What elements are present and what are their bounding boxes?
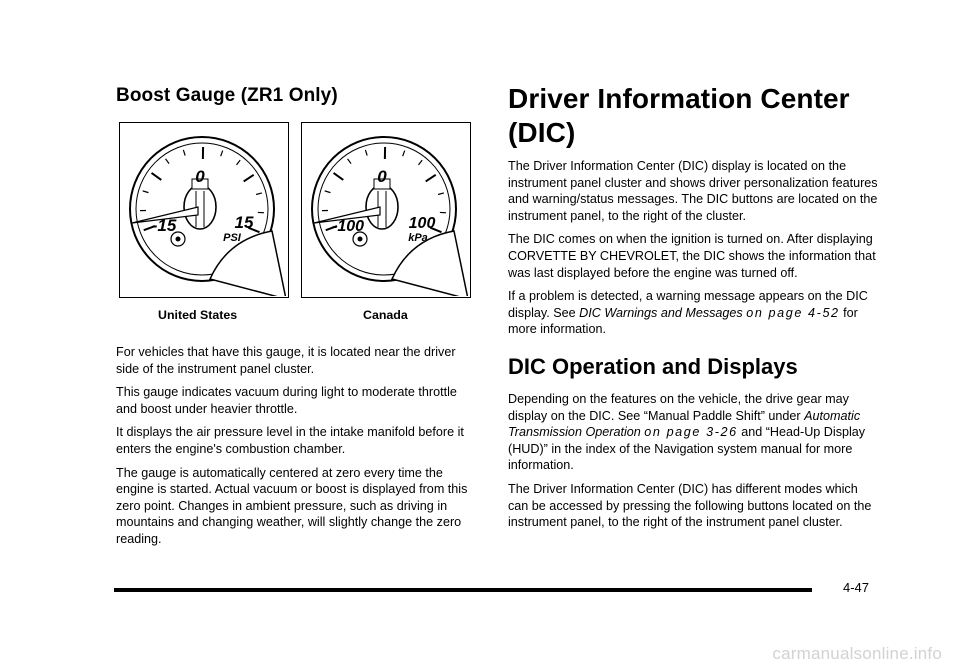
gauge-tick <box>244 175 254 182</box>
left-column <box>116 82 476 555</box>
gauge-tick <box>152 173 162 180</box>
gauge-turbo-symbol-center <box>176 237 181 242</box>
dic-paragraph-ignition: The DIC comes on when the ignition is turned on. After displaying CORVETTE BY CHEVROLET, the DIC shows the information that was last displayed before the engine was turned off. <box>508 232 876 280</box>
boost-gauge-heading: Boost Gauge (ZR1 Only) <box>116 85 338 106</box>
dic-paragraph-warning: If a problem is detected, a warning message appears on the DIC display. See DIC Warnings and Messages on page 4‑52 for more information. <box>508 289 868 337</box>
dic-paragraph-modes: The Driver Information Center (DIC) has different modes which can be accessed by pressing the following buttons located on the instrument panel, to the right of the instrument panel cluster. <box>508 481 872 530</box>
gauge-canada-high-label: 100 <box>408 215 436 232</box>
gauge-tick <box>183 150 185 156</box>
gauge-tick <box>403 151 405 157</box>
gauge-tick <box>166 159 170 164</box>
gauge-tick <box>438 193 444 195</box>
watermark: carmanualsonline.info <box>772 644 942 663</box>
gauge-tick <box>256 193 262 195</box>
gauge-canada-zero-label: 0 <box>377 167 387 186</box>
boost-paragraph-indicates: This gauge indicates vacuum during light to moderate throttle and boost under heavier throttle. <box>116 385 457 416</box>
dic-operation-heading: DIC Operation and Displays <box>508 353 798 379</box>
gauge-us <box>119 122 289 298</box>
gauge-hub <box>366 185 398 229</box>
gauge-us-unit-label: PSI <box>223 232 241 244</box>
gauge-canada <box>301 122 471 298</box>
gauge-lower-cover <box>210 231 286 296</box>
gauge-hub <box>184 185 216 229</box>
gauge-tick <box>221 151 223 157</box>
link-dic-warnings[interactable]: DIC Warnings and Messages <box>579 305 743 320</box>
gauge-us-zero-label: 0 <box>195 167 205 186</box>
boost-paragraph-location: For vehicles that have this gauge, it is located near the driver side of the instrument panel cluster. <box>116 345 456 376</box>
caption-canada: Canada <box>363 308 408 322</box>
footer-rule <box>114 588 812 592</box>
gauge-tick <box>143 191 149 193</box>
gauge-us-low-label: -15 <box>151 216 177 235</box>
right-column <box>508 82 878 538</box>
link-automatic-transmission[interactable]: Automatic Transmission Operation <box>508 408 861 440</box>
gauge-canada-low-label: -100 <box>331 218 365 235</box>
gauge-us-illustration <box>120 123 287 296</box>
boost-gauge-figure <box>116 122 476 332</box>
gauge-lower-cover <box>392 231 468 296</box>
boost-paragraph-zero-reading: The gauge is automatically centered at zero every time the engine is started. Actual vacuum or boost is displayed from this zero point. Changes in ambient pressure, such as driving in mountains and changing weather, will slightly change the zero reading. <box>116 465 468 546</box>
dic-paragraph-intro: The Driver Information Center (DIC) display is located on the instrument panel cluster and shows driver personalization features and warning/status messages. The DIC buttons are located on the instrument panel, to the right of the cluster. <box>508 159 878 223</box>
dic-heading: Driver Information Center (DIC) <box>508 83 850 148</box>
gauge-tick <box>334 173 344 180</box>
gauge-tick <box>325 191 331 193</box>
boost-paragraph-air-pressure: It displays the air pressure level in the intake manifold before it enters the engine's combustion chamber. <box>116 425 464 456</box>
gauge-tick <box>418 160 422 165</box>
caption-united-states: United States <box>158 308 238 322</box>
gauge-tick <box>365 150 367 156</box>
link-automatic-transmission-page[interactable]: on page 3‑26 <box>644 425 738 440</box>
gauge-tick <box>348 159 352 164</box>
gauge-turbo-symbol-center <box>358 237 363 242</box>
gauge-tick <box>236 160 240 165</box>
gauge-canada-unit-label: kPa <box>408 232 428 244</box>
gauge-tick <box>426 175 436 182</box>
page-number: 4-47 <box>843 580 870 595</box>
gauge-us-high-label: 15 <box>234 213 254 232</box>
dic-paragraph-drive-gear: Depending on the features on the vehicle, the drive gear may display on the DIC. See “Manual Paddle Shift” under Automatic Transmission Operation on page 3‑26 and “Head-Up Display (HUD)” in the index of the Navigation system manual for more information. <box>508 391 866 473</box>
gauge-canada-illustration <box>302 123 469 296</box>
link-dic-warnings-page[interactable]: on page 4‑52 <box>746 305 840 320</box>
